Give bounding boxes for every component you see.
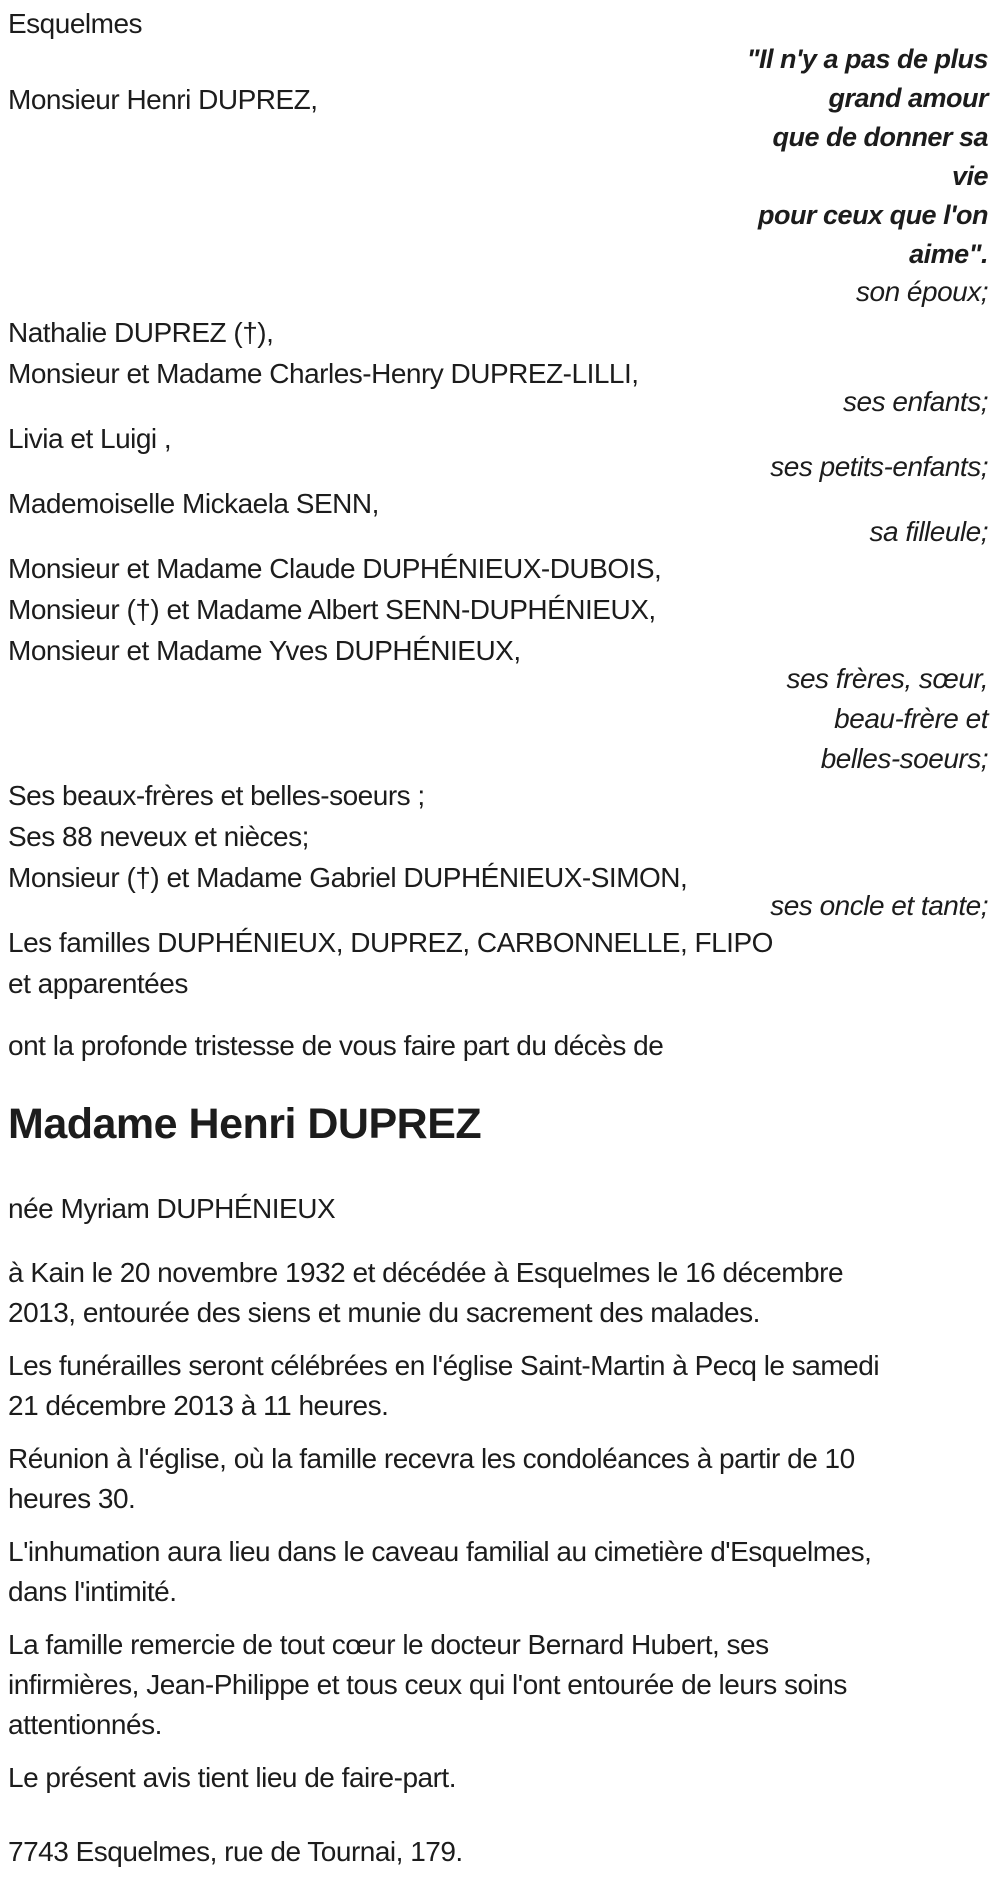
paragraph-line: dans l'intimité. bbox=[8, 1576, 177, 1607]
name-line: Livia et Luigi , bbox=[8, 423, 172, 454]
quote-line: "Il n'y a pas de plus bbox=[746, 44, 988, 74]
place-line: Esquelmes bbox=[8, 8, 143, 39]
relation-line: ses oncle et tante; bbox=[770, 890, 988, 921]
spouse-line: Monsieur Henri DUPREZ, bbox=[8, 84, 318, 115]
relation-line: ses frères, sœur, bbox=[786, 663, 988, 694]
announcement-line: ont la profonde tristesse de vous faire part du décès de bbox=[8, 1030, 664, 1061]
family-entry bbox=[8, 418, 988, 487]
paragraph-line: heures 30. bbox=[8, 1483, 136, 1514]
family-list bbox=[8, 312, 988, 1004]
relation-line: sa filleule; bbox=[869, 516, 988, 547]
family-entry bbox=[8, 775, 988, 926]
paragraph-line: L'inhumation aura lieu dans le caveau familial au cimetière d'Esquelmes, bbox=[8, 1536, 872, 1567]
name-line: Ses beaux-frères et belles-soeurs ; bbox=[8, 780, 425, 811]
name-line: Monsieur (†) et Madame Gabriel DUPHÉNIEUX-SIMON, bbox=[8, 862, 688, 893]
deceased-name-heading: Madame Henri DUPREZ bbox=[8, 1100, 482, 1148]
address-line: 7743 Esquelmes, rue de Tournai, 179. bbox=[8, 1836, 463, 1867]
body-paragraph bbox=[8, 1346, 988, 1426]
body-paragraph bbox=[8, 1253, 988, 1333]
quote-attribution: son époux; bbox=[856, 276, 988, 307]
family-entry bbox=[8, 548, 988, 779]
quote-line: vie bbox=[951, 161, 988, 191]
body-paragraph bbox=[8, 1439, 988, 1519]
name-line: Monsieur (†) et Madame Albert SENN-DUPHÉNIEUX, bbox=[8, 594, 656, 625]
body-paragraph bbox=[8, 1625, 988, 1745]
relation-line: belles-soeurs; bbox=[820, 743, 988, 774]
family-entry bbox=[8, 312, 988, 422]
header-block bbox=[8, 0, 988, 312]
paragraph-line: 2013, entourée des siens et munie du sacrement des malades. bbox=[8, 1297, 760, 1328]
relation-line: beau-frère et bbox=[834, 703, 988, 734]
paragraph-line: Réunion à l'église, où la famille recevra les condoléances à partir de 10 bbox=[8, 1443, 855, 1474]
paragraph-line: attentionnés. bbox=[8, 1709, 162, 1740]
memorial-quote bbox=[747, 40, 988, 274]
body-paragraphs bbox=[8, 1253, 988, 1798]
paragraph-line: La famille remercie de tout cœur le docteur Bernard Hubert, ses bbox=[8, 1629, 769, 1660]
quote-line: grand amour bbox=[828, 83, 988, 113]
paragraph-line: Le présent avis tient lieu de faire-part. bbox=[8, 1762, 456, 1793]
relation-line: ses enfants; bbox=[843, 386, 988, 417]
quote-line: pour ceux que l'on bbox=[758, 200, 988, 230]
paragraph-line: à Kain le 20 novembre 1932 et décédée à Esquelmes le 16 décembre bbox=[8, 1257, 844, 1288]
relation-line: ses petits-enfants; bbox=[770, 451, 988, 482]
name-line: Nathalie DUPREZ (†), bbox=[8, 317, 274, 348]
quote-line: aime". bbox=[909, 239, 988, 269]
family-entry bbox=[8, 922, 988, 1004]
body-paragraph bbox=[8, 1758, 988, 1798]
name-line: Les familles DUPHÉNIEUX, DUPREZ, CARBONNELLE, FLIPO bbox=[8, 927, 773, 958]
paragraph-line: 21 décembre 2013 à 11 heures. bbox=[8, 1390, 389, 1421]
body-paragraph bbox=[8, 1532, 988, 1612]
paragraph-line: infirmières, Jean-Philippe et tous ceux qui l'ont entourée de leurs soins bbox=[8, 1669, 847, 1700]
relation-label bbox=[8, 659, 988, 779]
quote-line: que de donner sa bbox=[772, 122, 988, 152]
name-line: Mademoiselle Mickaela SENN, bbox=[8, 488, 379, 519]
maiden-name-line: née Myriam DUPHÉNIEUX bbox=[8, 1193, 336, 1224]
name-line: et apparentées bbox=[8, 968, 188, 999]
name-line: Ses 88 neveux et nièces; bbox=[8, 821, 309, 852]
name-line: Monsieur et Madame Claude DUPHÉNIEUX-DUBOIS, bbox=[8, 553, 662, 584]
name-line: Monsieur et Madame Charles-Henry DUPREZ-LILLI, bbox=[8, 358, 639, 389]
family-entry bbox=[8, 483, 988, 552]
name-line: Monsieur et Madame Yves DUPHÉNIEUX, bbox=[8, 635, 521, 666]
paragraph-line: Les funérailles seront célébrées en l'église Saint-Martin à Pecq le samedi bbox=[8, 1350, 880, 1381]
